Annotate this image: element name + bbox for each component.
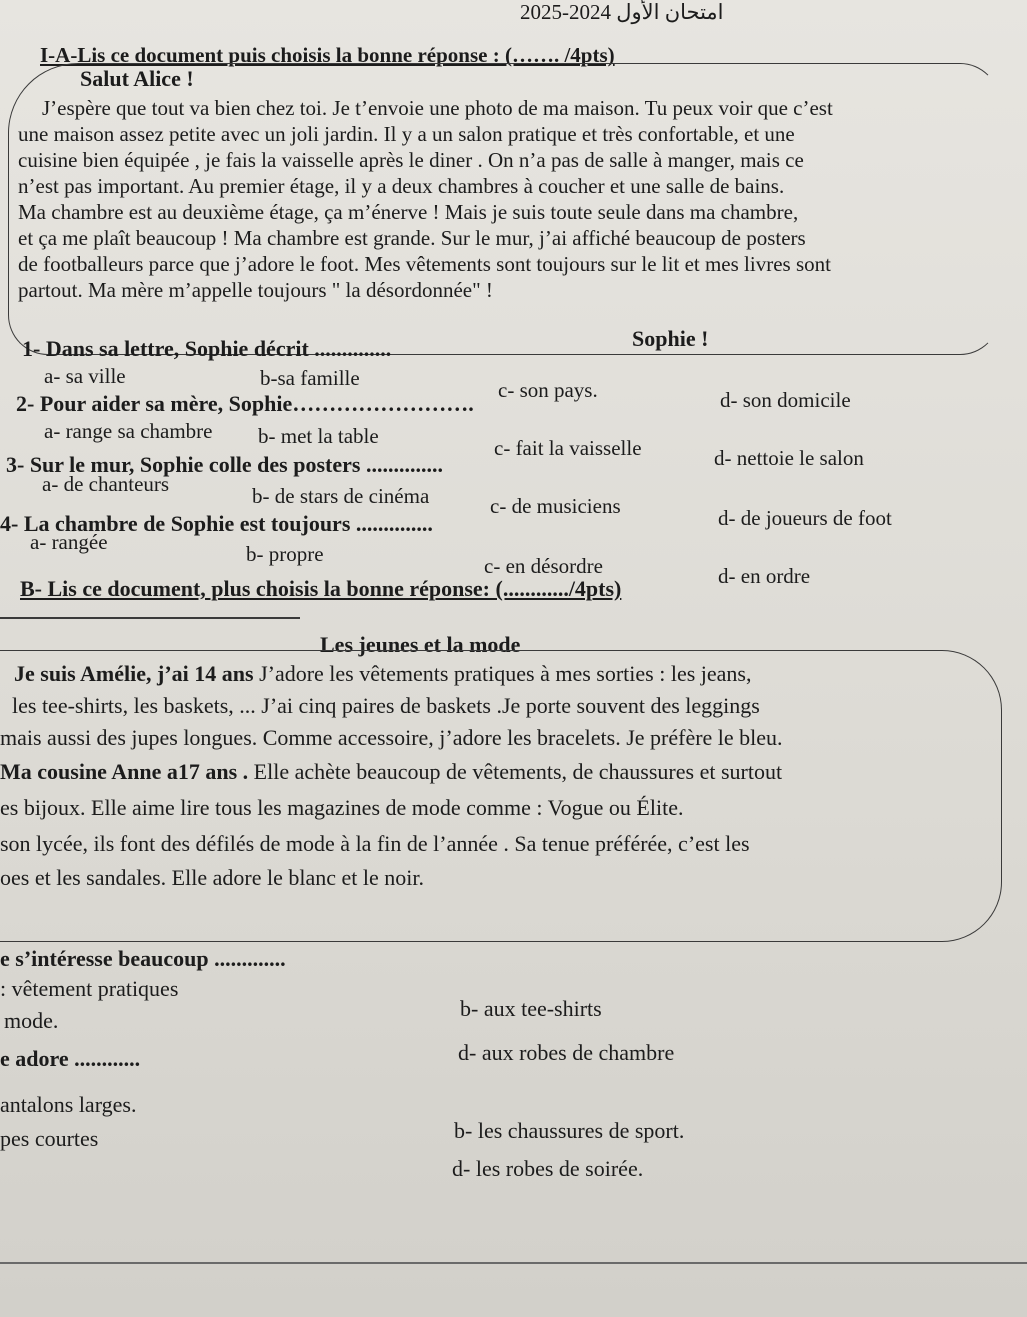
letter-line: de footballeurs parce que j’adore le foot. Mes vêtements sont toujours sur le lit et mes livres sont <box>18 252 831 276</box>
article-line <box>0 726 783 751</box>
option-b[interactable]: b- de stars de cinéma <box>252 484 430 508</box>
option-a[interactable]: a- de chanteurs <box>42 472 170 496</box>
option-c[interactable]: c- en désordre <box>484 554 603 578</box>
option-c[interactable]: pes courtes <box>0 1126 99 1151</box>
article-line <box>12 694 760 719</box>
option-b[interactable]: b- les chaussures de sport. <box>454 1118 685 1143</box>
question-text: 3- Sur le mur, Sophie colle des posters .............. <box>6 452 443 477</box>
option-d[interactable]: d- son domicile <box>720 388 851 412</box>
letter-line: cuisine bien équipée , je fais la vaisselle après le diner . On n’a pas de salle à manger, mais ce <box>18 148 804 172</box>
question-text: e s’intéresse beaucoup ............. <box>0 946 286 971</box>
article-line <box>14 662 751 687</box>
article-line-text: oes et les sandales. Elle adore le blanc et le noir. <box>0 865 424 890</box>
option-a[interactable]: a- sa ville <box>44 364 126 388</box>
option-d[interactable]: d- de joueurs de foot <box>718 506 892 530</box>
letter-greeting: Salut Alice ! <box>80 66 194 91</box>
question-text: 4- La chambre de Sophie est toujours .............. <box>0 511 433 536</box>
article-line <box>0 832 750 857</box>
article-line-text: son lycée, ils font des défilés de mode à la fin de l’année . Sa tenue préférée, c’est les <box>0 831 750 856</box>
article-line <box>0 866 424 891</box>
option-a[interactable]: a- rangée <box>30 530 108 554</box>
option-b[interactable]: b-sa famille <box>260 366 360 390</box>
option-b[interactable]: b- aux tee-shirts <box>460 996 602 1021</box>
article-line-strong: Ma cousine Anne a17 ans . <box>0 759 249 784</box>
letter-signature: Sophie ! <box>632 326 709 351</box>
letter-line: Ma chambre est au deuxième étage, ça m’énerve ! Mais je suis toute seule dans ma chambre, <box>18 200 799 224</box>
bottom-rule <box>0 1262 1027 1264</box>
letter-line: J’espère que tout va bien chez toi. Je t’envoie une photo de ma maison. Tu peux voir que c’est <box>42 96 833 120</box>
article-title: Les jeunes et la mode <box>320 632 521 657</box>
letter-line: n’est pas important. Au premier étage, il y a deux chambres à coucher et une salle de bains. <box>18 174 785 198</box>
option-c[interactable]: c- fait la vaisselle <box>494 436 642 460</box>
option-d[interactable]: d- nettoie le salon <box>714 446 864 470</box>
option-b[interactable]: b- met la table <box>258 424 379 448</box>
option-c[interactable]: c- de musiciens <box>490 494 621 518</box>
article-line-text: Elle achète beaucoup de vêtements, de chaussures et surtout <box>248 759 783 784</box>
article-line <box>0 796 683 821</box>
exam-header-arabic: 2025-2024 امتحان الأول <box>520 0 724 24</box>
letter-line: partout. Ma mère m’appelle toujours " la désordonnée" ! <box>18 278 493 302</box>
option-d[interactable]: d- en ordre <box>718 564 811 588</box>
article-line-text: les tee-shirts, les baskets, ... J’ai cinq paires de baskets .Je porte souvent des leggings <box>12 693 760 718</box>
part-a-instruction: I-A-Lis ce document puis choisis la bonne réponse : (……. /4pts) <box>40 43 615 67</box>
question-text: 1- Dans sa lettre, Sophie décrit .............. <box>22 336 392 361</box>
article-line-text: J’adore les vêtements pratiques à mes sorties : les jeans, <box>253 661 752 686</box>
article-line-strong: Je suis Amélie, j’ai 14 ans <box>14 661 254 686</box>
option-d[interactable]: d- les robes de soirée. <box>452 1156 644 1181</box>
article-line <box>0 760 782 785</box>
divider <box>0 617 300 619</box>
article-line-text: mais aussi des jupes longues. Comme accessoire, j’adore les bracelets. Je préfère le bleu. <box>0 725 783 750</box>
article-line-text: es bijoux. Elle aime lire tous les magazines de mode comme : Vogue ou Élite. <box>0 795 684 820</box>
question-text: 2- Pour aider sa mère, Sophie……………………. <box>16 391 474 416</box>
option-b[interactable]: b- propre <box>246 542 324 566</box>
letter-line: une maison assez petite avec un joli jardin. Il y a un salon pratique et très confortable, et une <box>18 122 795 146</box>
option-d[interactable]: d- aux robes de chambre <box>458 1040 675 1065</box>
option-c[interactable]: c- son pays. <box>498 378 598 402</box>
option-a[interactable]: antalons larges. <box>0 1092 137 1117</box>
option-a[interactable]: : vêtement pratiques <box>0 976 179 1001</box>
part-b-instruction: B- Lis ce document, plus choisis la bonne réponse: (............/4pts) <box>20 576 622 601</box>
question-text: e adore ............ <box>0 1046 141 1071</box>
option-a[interactable]: a- range sa chambre <box>44 419 213 443</box>
option-c[interactable]: mode. <box>4 1008 59 1033</box>
letter-line: et ça me plaît beaucoup ! Ma chambre est grande. Sur le mur, j’ai affiché beaucoup de posters <box>18 226 806 250</box>
